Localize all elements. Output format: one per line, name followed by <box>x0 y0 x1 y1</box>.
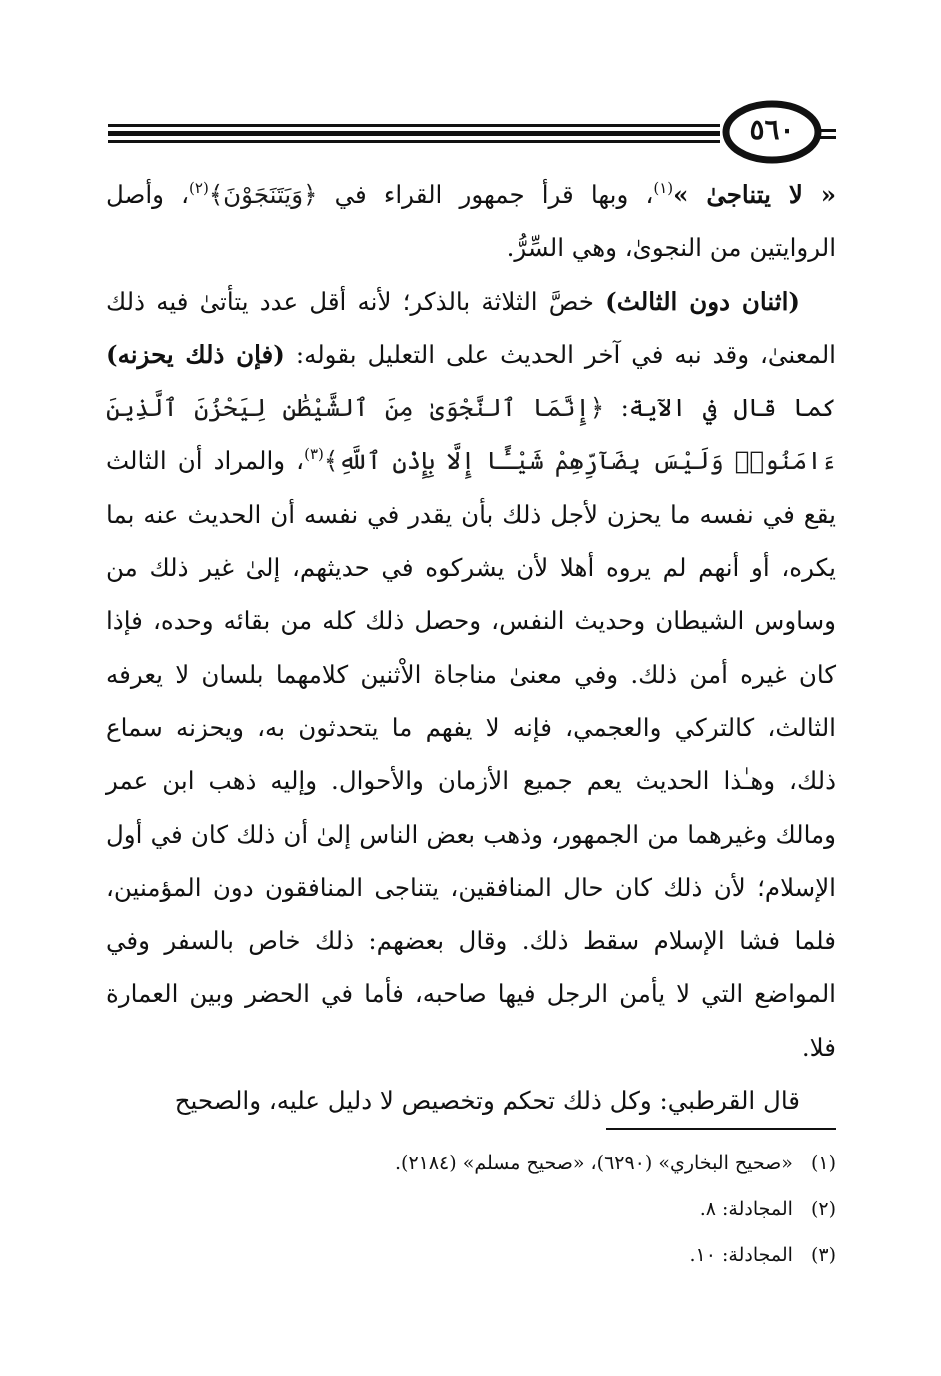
footnote-number: (١) <box>810 1152 836 1174</box>
footnote-1 <box>106 1140 836 1186</box>
footnote-separator <box>606 1128 836 1130</box>
hadith-phrase: (اثنان دون الثالث) <box>605 286 801 316</box>
text-run: ، والمراد أن الثالث يقع في نفسه ما يحزن لأجل ذلك بأن يقدر في نفسه أن الحديث عنه بما يكره، أو أنهم لم يروه أهلا لأن يشركوه في حديثهم، إلىٰ غير ذلك من وساوس الشيطان وحديث النفس، وحصل ذلك كله من بقائه وحده، فإذا كان غيره أمن ذلك. وفي معنىٰ مناجاة الاْثنين كلامهما بلسان لا يعرفه الثالث، كالتركي والعجمي، فإنه لا يفهم ما يتحدثون به، ويحزنه سماع ذلك، وهـٰذا الحديث يعم جميع الأزمان والأحوال. وإليه ذهب ابن عمر ومالك وغيرهما من الجمهور، وذهب بعض الناس إلىٰ أن ذلك كان في أول الإسلام؛ لأن ذلك كان حال المنافقين، يتناجى المنافقون دون المؤمنين، فلما فشا الإسلام سقط ذلك. وقال بعضهم: ذلك خاص بالسفر وفي المواضع التي لا يأمن الرجل فيها صاحبه، فأما في الحضر وبين العمارة فلا. <box>106 446 836 1062</box>
quran-quote: ﴿إِنَّمَا ٱلنَّجْوَىٰ مِنَ ٱلشَّيْطَٰنِ لِيَحْزُنَ ٱلَّذِينَ ءَامَنُوا۟ وَلَيْسَ بِضَآرِّهِمْ شَيْـًٔا إِلَّا بِإِذْنِ ٱللَّهِ﴾ <box>106 393 836 476</box>
footnote-number: (٢) <box>810 1198 836 1220</box>
footnotes <box>106 1140 836 1278</box>
text-run: ، وبها قرأ جمهور القراء في <box>317 180 654 209</box>
text-run: خصَّ الثلاثة بالذكر؛ لأنه أقل عدد يتأتىٰ فيه ذلك المعنىٰ، وقد نبه في آخر الحديث على التعليل بقوله: <box>106 286 836 369</box>
footnote-number: (٣) <box>810 1244 836 1266</box>
footnote-ref-3: (٣) <box>304 445 324 464</box>
header-rule-ornament <box>108 100 836 164</box>
footnote-text: المجادلة: ٨. <box>699 1198 793 1220</box>
hadith-phrase: (فإن ذلك يحزنه) <box>106 339 285 369</box>
footnote-ref-2: (٢) <box>189 179 209 197</box>
main-text <box>106 168 836 1127</box>
footnote-text: «صحيح البخاري» (٦٢٩٠)، «صحيح مسلم» (٢١٨٤). <box>394 1152 793 1174</box>
text-run: ، وأصل الروايتين من النجوىٰ، وهي السِّرُّ. <box>106 180 836 263</box>
footnote-3 <box>106 1232 836 1278</box>
page-number: ٥٦٠ <box>749 113 795 146</box>
paragraph-3: قال القرطبي: وكل ذلك تحكم وتخصيص لا دليل عليه، والصحيح <box>174 1086 800 1116</box>
paragraph-2 <box>106 275 836 1074</box>
footnote-2 <box>106 1186 836 1232</box>
quran-quote: ﴿وَيَتَنَجَوْنَ﴾ <box>208 180 318 209</box>
page-header <box>108 100 836 164</box>
footnote-text: المجادلة: ١٠. <box>689 1244 793 1266</box>
quoted-phrase: « لا يتناجىٰ » <box>673 180 837 209</box>
text-run: كما قال في الآية: <box>604 393 836 423</box>
footnote-ref-1: (١) <box>653 179 674 197</box>
paragraph-1 <box>106 168 836 275</box>
